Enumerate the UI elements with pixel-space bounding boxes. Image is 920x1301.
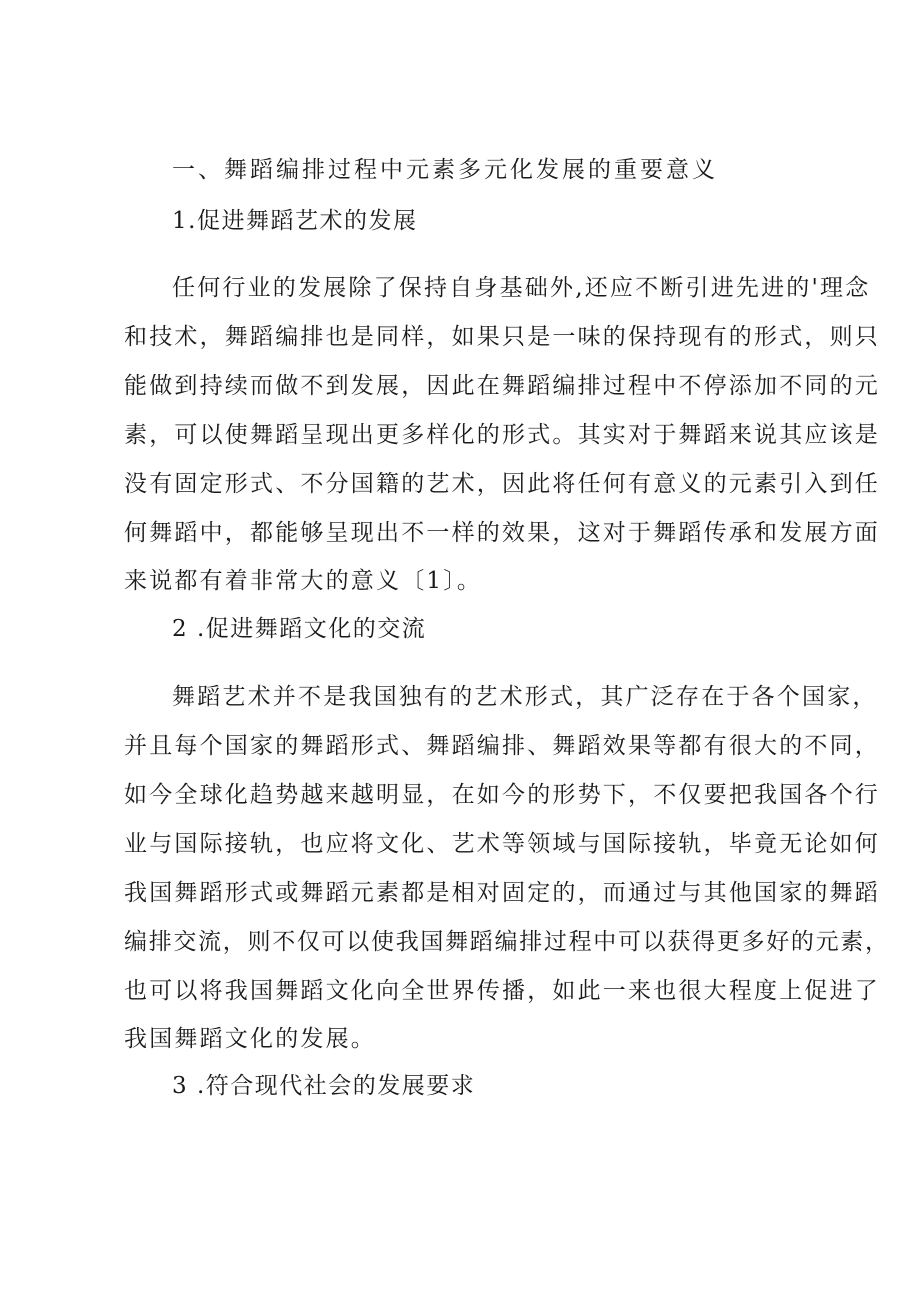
subsection-title-1: 1.促进舞蹈艺术的发展	[172, 208, 418, 234]
paragraph-line: 我国舞蹈文化的发展。	[124, 1026, 376, 1052]
paragraph-line: 没有固定形式、不分国籍的艺术，因此将任何有意义的元素引入到任	[124, 471, 880, 497]
paragraph-line: 并且每个国家的舞蹈形式、舞蹈编排、舞蹈效果等都有很大的不同，	[124, 733, 880, 759]
paragraph-line: 何舞蹈中，都能够呈现出不一样的效果，这对于舞蹈传承和发展方面	[124, 520, 880, 546]
subsection-title-3: 3 .符合现代社会的发展要求	[172, 1073, 476, 1099]
subsection-title-2: 2 .促进舞蹈文化的交流	[172, 616, 427, 642]
paragraph-line: 任何行业的发展除了保持自身基础外,还应不断引进先进的'理念	[172, 275, 871, 301]
paragraph-line: 素，可以使舞蹈呈现出更多样化的形式。其实对于舞蹈来说其应该是	[124, 422, 880, 448]
paragraph-line: 如今全球化趋势越来越明显，在如今的形势下，不仅要把我国各个行	[124, 782, 880, 808]
section-title: 一、舞蹈编排过程中元素多元化发展的重要意义	[172, 157, 718, 183]
paragraph-line: 我国舞蹈形式或舞蹈元素都是相对固定的，而通过与其他国家的舞蹈	[124, 880, 880, 906]
paragraph-line: 能做到持续而做不到发展，因此在舞蹈编排过程中不停添加不同的元	[124, 373, 880, 399]
paragraph-line: 舞蹈艺术并不是我国独有的艺术形式，其广泛存在于各个国家，	[172, 684, 878, 710]
paragraph-line: 和技术，舞蹈编排也是同样，如果只是一味的保持现有的形式，则只	[124, 324, 880, 350]
paragraph-line: 编排交流，则不仅可以使我国舞蹈编排过程中可以获得更多好的元素，	[124, 929, 890, 955]
paragraph-line: 来说都有着非常大的意义〔1〕。	[124, 568, 483, 594]
paragraph-line: 业与国际接轨，也应将文化、艺术等领域与国际接轨，毕竟无论如何	[124, 831, 880, 857]
paragraph-line: 也可以将我国舞蹈文化向全世界传播，如此一来也很大程度上促进了	[124, 978, 880, 1004]
